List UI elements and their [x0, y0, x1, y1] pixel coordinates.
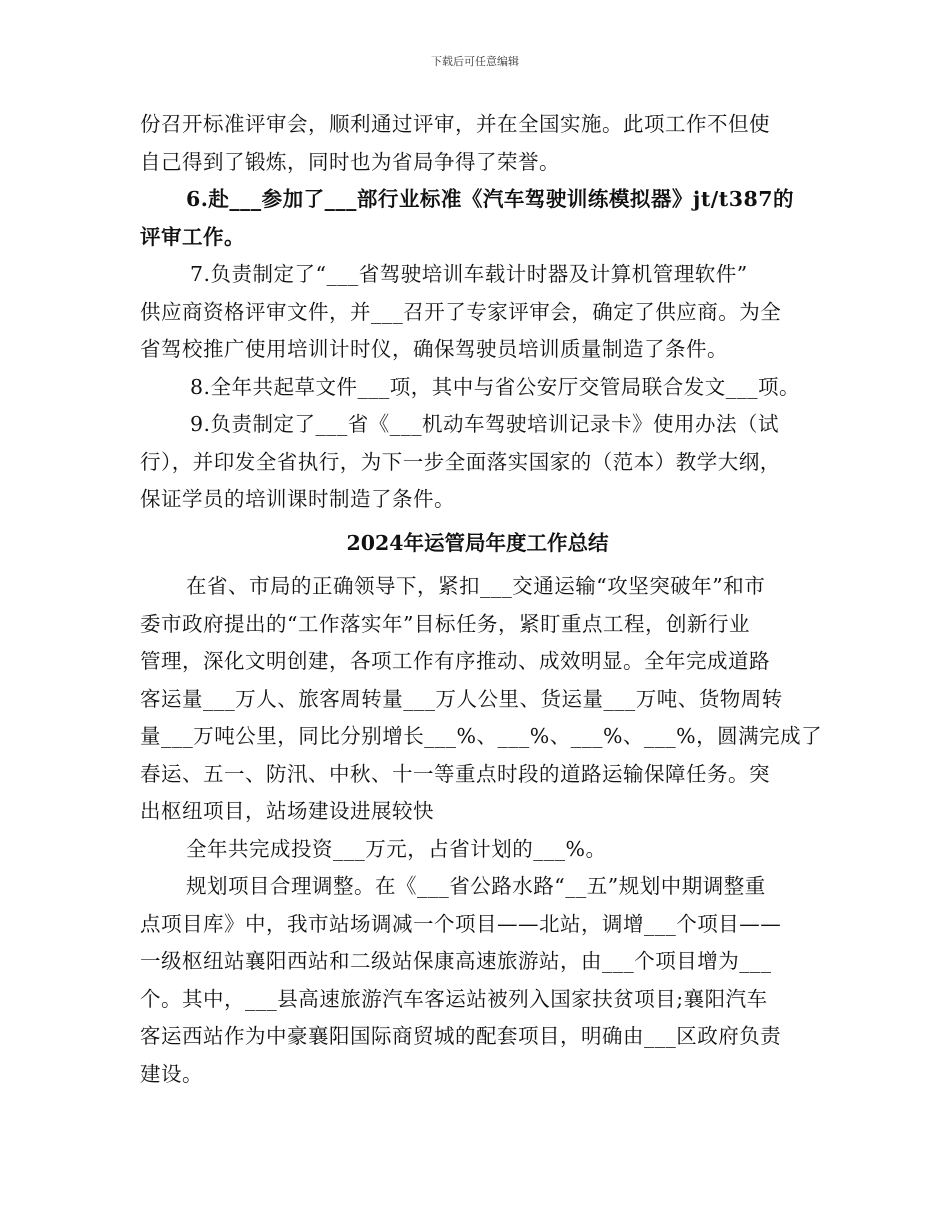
item-6-line: 6.赴___参加了___部行业标准《汽车驾驶训练模拟器》jt/t387的	[186, 187, 795, 211]
paragraph-line: 点项目库》中，我市站场调减一个项目——北站，调增___个项目——	[140, 911, 782, 936]
document-body	[140, 106, 823, 1093]
item-9-line: 保证学员的培训课时制造了条件。	[140, 487, 455, 511]
item-9-line: 9.负责制定了___省《___机动车驾驶培训记录卡》使用办法（试	[190, 412, 780, 436]
paragraph-line: 客运西站作为中豪襄阳国际商贸城的配套项目，明确由___区政府负责	[140, 1024, 782, 1048]
item-7-line: 7.负责制定了“___省驾驶培训车载计时器及计算机管理软件”	[190, 262, 748, 286]
paragraph-line: 委市政府提出的“工作落实年”目标任务，紧盯重点工程，创新行业	[140, 611, 750, 636]
paragraph-line: 春运、五一、防汛、中秋、十一等重点时段的道路运输保障任务。突	[140, 761, 770, 786]
paragraph-line: 管理，深化文明创建，各项工作有序推动、成效明显。全年完成道路	[140, 649, 770, 673]
item-8-line: 8.全年共起草文件___项，其中与省公安厅交管局联合发文___项。	[190, 374, 801, 399]
item-7-line: 供应商资格评审文件，并___召开了专家评审会，确定了供应商。为全	[140, 299, 782, 324]
item-7-line: 省驾校推广使用培训计时仪，确保驾驶员培训质量制造了条件。	[140, 337, 728, 361]
paragraph-line: 客运量___万人、旅客周转量___万人公里、货运量___万吨、货物周转	[140, 686, 783, 711]
section-title: 2024年运管局年度工作总结	[346, 530, 609, 555]
paragraph-line: 出枢纽项目，站场建设进展较快	[140, 799, 434, 823]
paragraph-line: 自己得到了锻炼，同时也为省局争得了荣誉。	[140, 149, 560, 174]
paragraph-line: 份召开标准评审会，顺利通过评审，并在全国实施。此项工作不但使	[140, 112, 770, 136]
paragraph-line: 建设。	[140, 1061, 203, 1086]
item-6-line: 评审工作。	[140, 224, 245, 249]
paragraph-line: 个。其中，___县高速旅游汽车客运站被列入国家扶贫项目;襄阳汽车	[140, 986, 768, 1011]
paragraph-line: 量___万吨公里，同比分别增长___%、___%、___%、___%，圆满完成了	[140, 724, 823, 748]
paragraph-line: 一级枢纽站襄阳西站和二级站保康高速旅游站，由___个项目增为___	[140, 949, 772, 973]
paragraph-line: 在省、市局的正确领导下，紧扣___交通运输“攻坚突破年”和市	[186, 574, 766, 598]
paragraph-line: 规划项目合理调整。在《___省公路水路“__五”规划中期调整重	[186, 874, 766, 898]
page-header-note: 下载后可任意编辑	[431, 55, 519, 68]
item-9-line: 行），并印发全省执行，为下一步全面落实国家的（范本）教学大纲，	[140, 449, 781, 474]
paragraph-line: 全年共完成投资___万元，占省计划的___%。	[186, 836, 607, 861]
